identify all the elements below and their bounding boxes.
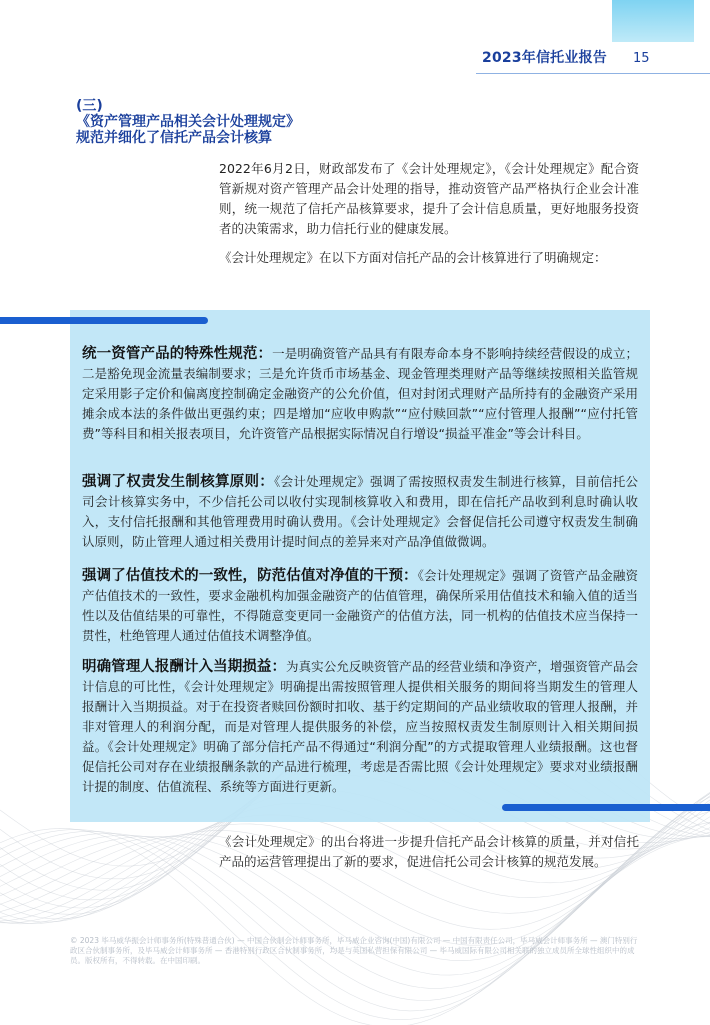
intro-lead-in: 《会计处理规定》在以下方面对信托产品的会计核算进行了明确规定： <box>219 250 607 265</box>
highlight-item <box>82 472 638 552</box>
header-divider <box>476 73 710 74</box>
report-title: 2023年信托业报告 <box>482 50 607 66</box>
highlight-lead: 统一资管产品的特殊性规范： <box>82 346 273 362</box>
highlight-lead: 明确管理人报酬计入当期损益： <box>82 659 287 675</box>
accent-bar-right <box>502 804 710 811</box>
intro-paragraph: 2022年6月2日，财政部发布了《会计处理规定》，《会计处理规定》配合资管新规对资产管理产品会计处理的指导，推动资管产品严格执行企业会计准则，统一规范了信托产品核算要求，提升了会计信息质量，更好地服务投资者的决策需求，助力信托行业的健康发展。 <box>219 161 639 236</box>
section-title-line2: 规范并细化了信托产品会计核算 <box>76 130 272 146</box>
highlight-lead: 强调了估值技术的一致性，防范估值对净值的干预： <box>82 568 418 584</box>
highlight-text: 为真实公允反映资管产品的经营业绩和净资产，增强资管产品会计信息的可比性，《会计处理规定》明确提出需按照管理人提供相关服务的期间将当期发生的管理人报酬计入当期损益。对于在投资者赎回份额时扣收、基于约定期间的产品业绩收取的管理人报酬，并非对管理人的利润分配，而是对管理人提供服务的补偿，应当按照权责发生制原则计入相关期间损益。《会计处理规定》明确了部分信托产品不得通过“利润分配”的方式提取管理人业绩报酬。这也督促信托公司对存在业绩报酬条款的产品进行梳理，考虑是否需比照《会计处理规定》要求对业绩报酬计提的制度、估值流程、系统等方面进行更新。 <box>82 659 638 794</box>
highlight-item <box>82 657 638 797</box>
highlight-text: 一是明确资管产品具有有限寿命本身不影响持续经营假设的成立；二是豁免现金流量表编制要求；三是允许货币市场基金、现金管理类理财产品等继续按照相关监管规定采用影子定价和偏离度控制确定金融资产的公允价值，但对封闭式理财产品所持有的金融资产采用摊余成本法的条件做出更强约束；四是增加“应收申购款”“应付赎回款”“应付管理人报酬”“应付托管费”等科目和相关报表项目，允许资管产品根据实际情况自行增设“损益平准金”等会计科目。 <box>82 346 638 441</box>
page-number: 15 <box>633 51 650 66</box>
accent-bar-left <box>0 317 208 324</box>
highlight-item <box>82 344 638 444</box>
section-number: (三) <box>76 98 103 114</box>
highlight-text: 《会计处理规定》强调了资管产品金融资产估值技术的一致性，要求金融机构加强金融资产的估值管理，确保所采用估值技术和输入值的适当性以及估值结果的可靠性，不得随意变更同一金融资产的估值方法，同一机构的估值技术应当保持一贯性，杜绝管理人通过估值技术调整净值。 <box>82 568 638 643</box>
highlight-text: 《会计处理规定》强调了需按照权责发生制进行核算，目前信托公司会计核算实务中，不少信托公司以收付实现制核算收入和费用，即在信托产品收到利息时确认收入，支付信托报酬和其他管理费用时确认费用。《会计处理规定》会督促信托公司遵守权责发生制确认原则，防止管理人通过相关费用计提时间点的差异来对产品净值做微调。 <box>82 474 638 549</box>
corner-accent <box>612 0 694 42</box>
highlight-lead: 强调了权责发生制核算原则： <box>82 474 275 490</box>
copyright-footer: © 2023 毕马威华振会计师事务所(特殊普通合伙) — 中国合伙制会计师事务所，毕马威企业咨询(中国)有限公司 — 中国有限责任公司，毕马威会计师事务所 — 澳门特别行政区合伙制事务所，及毕马威会计师事务所 — 香港特别行政区合伙制事务所，均是与英国私营担保有限公司 — 毕马威国际有限公司相关联的独立成员所全球性组织中的成员。版权所有，不得转载。在中国印刷。 <box>70 936 638 965</box>
section-title-line1: 《资产管理产品相关会计处理规定》 <box>76 114 300 130</box>
closing-paragraph: 《会计处理规定》的出台将进一步提升信托产品会计核算的质量，并对信托产品的运营管理提出了新的要求，促进信托公司会计核算的规范发展。 <box>219 834 639 869</box>
highlight-item <box>82 566 638 646</box>
